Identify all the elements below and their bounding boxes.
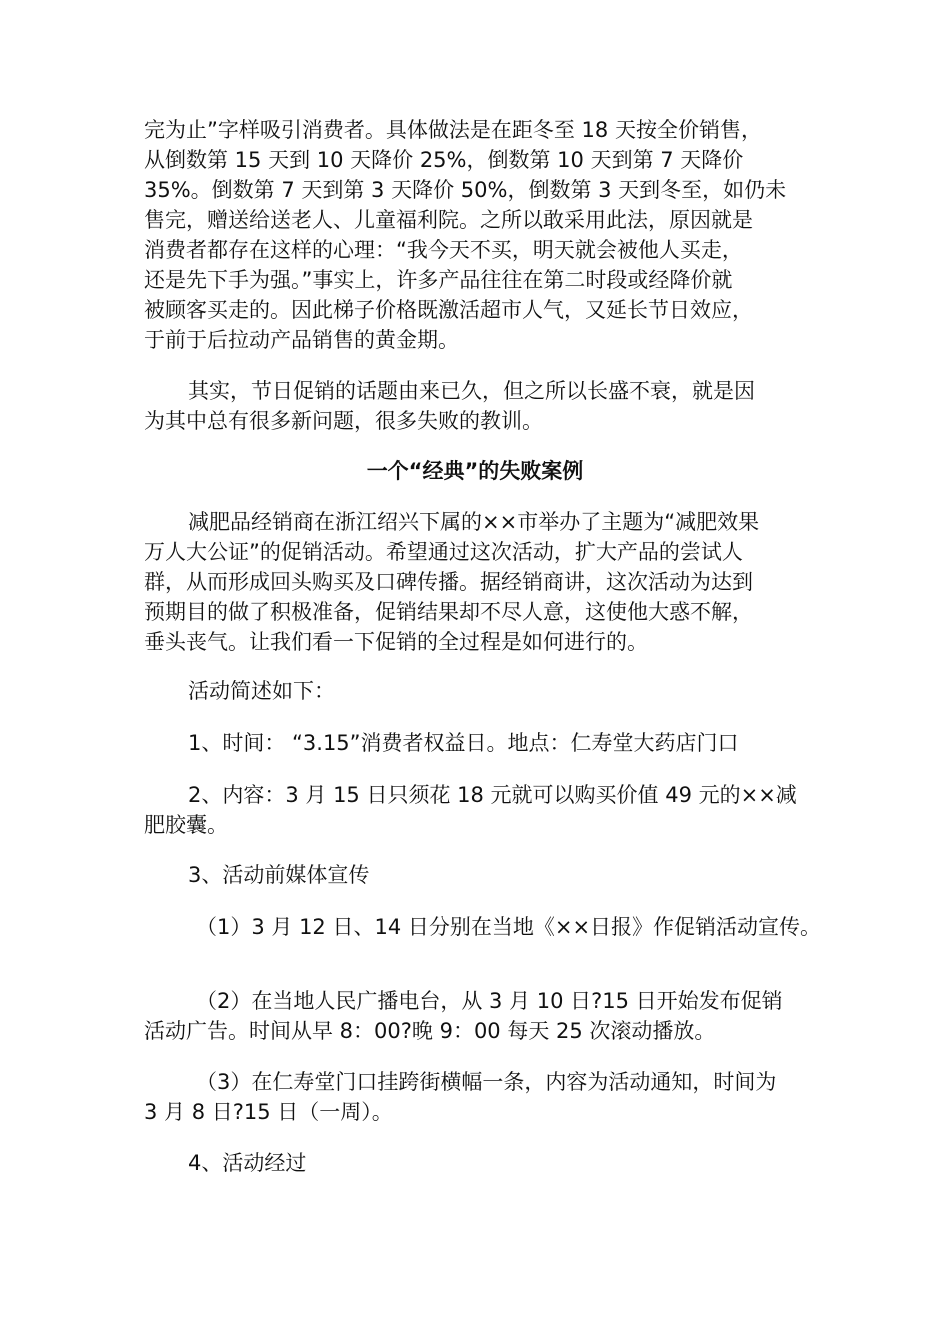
sub-list-item: （3）在仁寿堂门口挂跨街横幅一条，内容为活动通知，时间为 [196, 1070, 777, 1094]
sub-list-item: （2）在当地人民广播电台，从 3 月 10 日?15 日开始发布促销 [196, 989, 783, 1013]
paragraph-line: 减肥品经销商在浙江绍兴下属的××市举办了主题为“减肥效果 [188, 510, 760, 534]
paragraph-line: 完为止”字样吸引消费者。具体做法是在距冬至 18 天按全价销售， [144, 118, 762, 142]
paragraph-line: 还是先下手为强。”事实上，许多产品往往在第二时段或经降价就 [144, 268, 733, 292]
paragraph-line: 于前于后拉动产品销售的黄金期。 [144, 328, 459, 352]
paragraph-line: 被顾客买走的。因此梯子价格既激活超市人气，又延长节日效应， [144, 298, 753, 322]
paragraph-line: 售完，赠送给送老人、儿童福利院。之所以敢采用此法，原因就是 [144, 208, 753, 232]
paragraph-line: 为其中总有很多新问题，很多失败的教训。 [144, 409, 543, 433]
paragraph-line: 35%。倒数第 7 天到第 3 天降价 50%，倒数第 3 天到冬至，如仍未 [144, 178, 787, 202]
section-heading: 一个“经典”的失败案例 [366, 459, 584, 483]
sub-list-item: （1）3 月 12 日、14 日分别在当地《××日报》作促销活动宣传。 [196, 915, 822, 939]
paragraph-line: 垂头丧气。让我们看一下促销的全过程是如何进行的。 [144, 630, 648, 654]
paragraph-line: 消费者都存在这样的心理：“我今天不买，明天就会被他人买走， [144, 238, 743, 262]
paragraph-line: 预期目的做了积极准备，促销结果却不尽人意，这使他大惑不解， [144, 600, 753, 624]
summary-intro: 活动简述如下： [188, 679, 335, 703]
sub-list-item-continuation: 3 月 8 日?15 日（一周）。 [144, 1100, 393, 1124]
list-item: 2、内容：3 月 15 日只须花 18 元就可以购买价值 49 元的××减 [188, 783, 797, 807]
list-item: 1、时间： “3.15”消费者权益日。地点：仁寿堂大药店门口 [188, 731, 739, 755]
paragraph-line: 群，从而形成回头购买及口碑传播。据经销商讲，这次活动为达到 [144, 570, 753, 594]
list-item: 4、活动经过 [188, 1151, 307, 1175]
paragraph-line: 其实，节日促销的话题由来已久，但之所以长盛不衰，就是因 [188, 379, 755, 403]
sub-list-item-continuation: 活动广告。时间从早 8：00?晚 9：00 每天 25 次滚动播放。 [144, 1019, 716, 1043]
list-item-continuation: 肥胶囊。 [144, 813, 228, 837]
paragraph-line: 从倒数第 15 天到 10 天降价 25%，倒数第 10 天到第 7 天降价 [144, 148, 744, 172]
paragraph-line: 万人大公证”的促销活动。希望通过这次活动，扩大产品的尝试人 [144, 540, 743, 564]
list-item: 3、活动前媒体宣传 [188, 863, 370, 887]
